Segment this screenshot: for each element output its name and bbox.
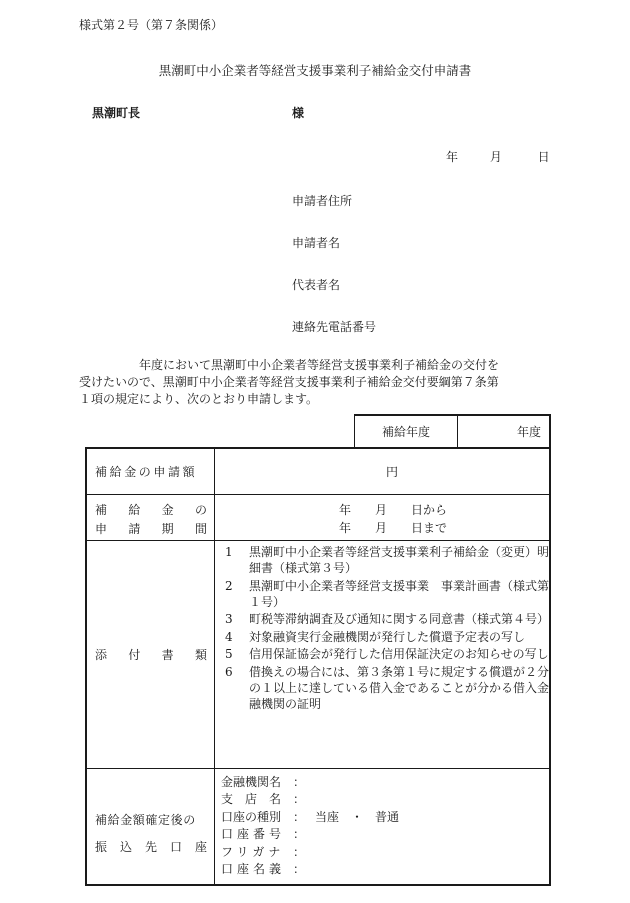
attachments-label-char: 添 (95, 648, 108, 662)
attachment-number: 3 (225, 612, 233, 627)
attachment-text: 信用保証協会が発行した信用保証決定のお知らせの写し (249, 647, 549, 662)
account-number-field[interactable] (221, 826, 399, 843)
attachment-item (223, 611, 549, 627)
period-label-line-1 (95, 501, 207, 518)
period-label-cell (87, 495, 215, 540)
period-label-char: 請 (128, 522, 141, 536)
attachments-label-char: 類 (194, 648, 207, 662)
period-to: 年 月 日まで (339, 521, 448, 535)
date-year: 年 (446, 150, 459, 164)
honorific: 様 (292, 106, 305, 120)
bank-field-key: 口座の種別 (221, 809, 282, 824)
date-day: 日 (537, 150, 550, 164)
transfer-label-line-2 (95, 838, 207, 855)
attachment-number: 6 (225, 664, 233, 679)
attachment-text: 借換えの場合には、第３条第１号に規定する償還が２分の１以上に達している借入金であることが分かる借入金融機関の証明 (249, 664, 550, 711)
attachments-label-char: 付 (128, 648, 141, 662)
date-month: 月 (489, 150, 502, 164)
transfer-label-char: 振 (95, 840, 108, 854)
date-line (446, 148, 550, 165)
attachment-item (223, 646, 549, 662)
addressee: 黒潮町長 (92, 106, 141, 120)
period-from: 年 月 日から (339, 503, 448, 517)
bank-fields (221, 774, 399, 878)
period-label-line-2 (95, 520, 207, 537)
subsidy-year-label: 補給年度 (355, 416, 458, 447)
attachment-item (223, 578, 549, 610)
attachments-label (95, 646, 207, 663)
representative-name-label: 代表者名 (292, 278, 341, 292)
period-value-cell[interactable] (215, 495, 549, 540)
attachments-row (87, 541, 549, 769)
bank-field-sep: ： (293, 827, 306, 842)
transfer-label-char: 込 (119, 840, 132, 854)
account-type-field[interactable] (221, 809, 399, 826)
attachments-list (223, 544, 549, 714)
bank-field-key: 口座名義 (221, 862, 286, 877)
phone-number-label: 連絡先電話番号 (292, 320, 377, 334)
bank-field-sep: ： (293, 775, 306, 789)
transfer-label-line-1: 補給金額確定後の (95, 813, 196, 827)
bank-field-sep: ： (293, 809, 306, 824)
applicant-address-label: 申請者住所 (292, 194, 353, 208)
document-title: 黒潮町中小企業者等経営支援事業利子補給金交付申請書 (158, 63, 472, 78)
attachment-number: 1 (225, 545, 233, 559)
attachment-item (223, 664, 549, 712)
statement-line-3: １項の規定により、次のとおり申請します。 (79, 392, 319, 406)
attachment-item (223, 544, 549, 576)
attachments-label-cell (87, 541, 215, 768)
subsidy-year-value[interactable]: 年度 (516, 425, 541, 439)
amount-row (87, 449, 549, 495)
bank-field-sep: ： (293, 844, 306, 859)
period-label-char: 給 (128, 503, 141, 517)
transfer-label-char: 口 (169, 840, 182, 854)
transfer-value-cell (215, 769, 549, 884)
statement-line-1: 年度において黒潮町中小企業者等経営支援事業利子補給金の交付を (79, 358, 500, 372)
period-label-char: 期 (161, 522, 174, 536)
period-row (87, 495, 549, 541)
transfer-account-row (87, 769, 549, 884)
attachment-number: 2 (225, 578, 233, 593)
attachment-text: 対象融資実行金融機関が発行した償還予定表の写し (249, 629, 526, 644)
branch-name-field[interactable] (221, 791, 399, 808)
transfer-label-char: 座 (194, 840, 207, 854)
attachment-number: 4 (225, 629, 233, 644)
attachment-item (223, 629, 549, 645)
bank-field-key: 金融機関名 (221, 775, 282, 789)
period-label-char: 補 (95, 503, 108, 517)
application-table (85, 447, 551, 886)
bank-field-sep: ： (293, 792, 306, 807)
form-number: 様式第２号（第７条関係） (79, 18, 224, 32)
statement-line-2: 受けたいので、黒潮町中小企業者等経営支援事業利子補給金交付要綱第７条第 (79, 375, 499, 389)
amount-value-cell[interactable] (215, 449, 549, 494)
attachment-number: 5 (225, 647, 233, 662)
period-label-char: 申 (95, 522, 108, 536)
application-statement (79, 357, 559, 408)
attachment-text: 町税等滞納調査及び通知に関する同意書（様式第４号） (249, 612, 550, 627)
attachment-text: 黒潮町中小企業者等経営支援事業 事業計画書（様式第１号） (249, 578, 550, 609)
account-holder-field[interactable] (221, 861, 399, 878)
amount-label: 補給金の申請額 (95, 465, 198, 479)
furigana-field[interactable] (221, 844, 399, 861)
attachments-value-cell (215, 541, 549, 768)
amount-label-cell (87, 449, 215, 494)
bank-field-key: 支店名 (221, 792, 294, 807)
bank-field-key: 口座番号 (221, 827, 286, 842)
applicant-name-label: 申請者名 (292, 236, 341, 250)
period-label-char: 金 (161, 503, 174, 517)
account-type-options[interactable]: 当座 ・ 普通 (315, 809, 400, 824)
transfer-label-char: 先 (144, 840, 157, 854)
period-label-char: 間 (194, 522, 207, 536)
attachments-label-char: 書 (161, 648, 174, 662)
transfer-label-cell (87, 769, 215, 884)
period-label-char: の (194, 503, 207, 517)
bank-field-sep: ： (293, 862, 306, 877)
attachment-text: 黒潮町中小企業者等経営支援事業利子補給金（変更）明細書（様式第３号） (249, 545, 550, 575)
bank-name-field[interactable] (221, 774, 399, 791)
amount-unit: 円 (385, 465, 398, 479)
bank-field-key: フリガナ (221, 844, 285, 859)
subsidy-year-box (354, 414, 551, 447)
